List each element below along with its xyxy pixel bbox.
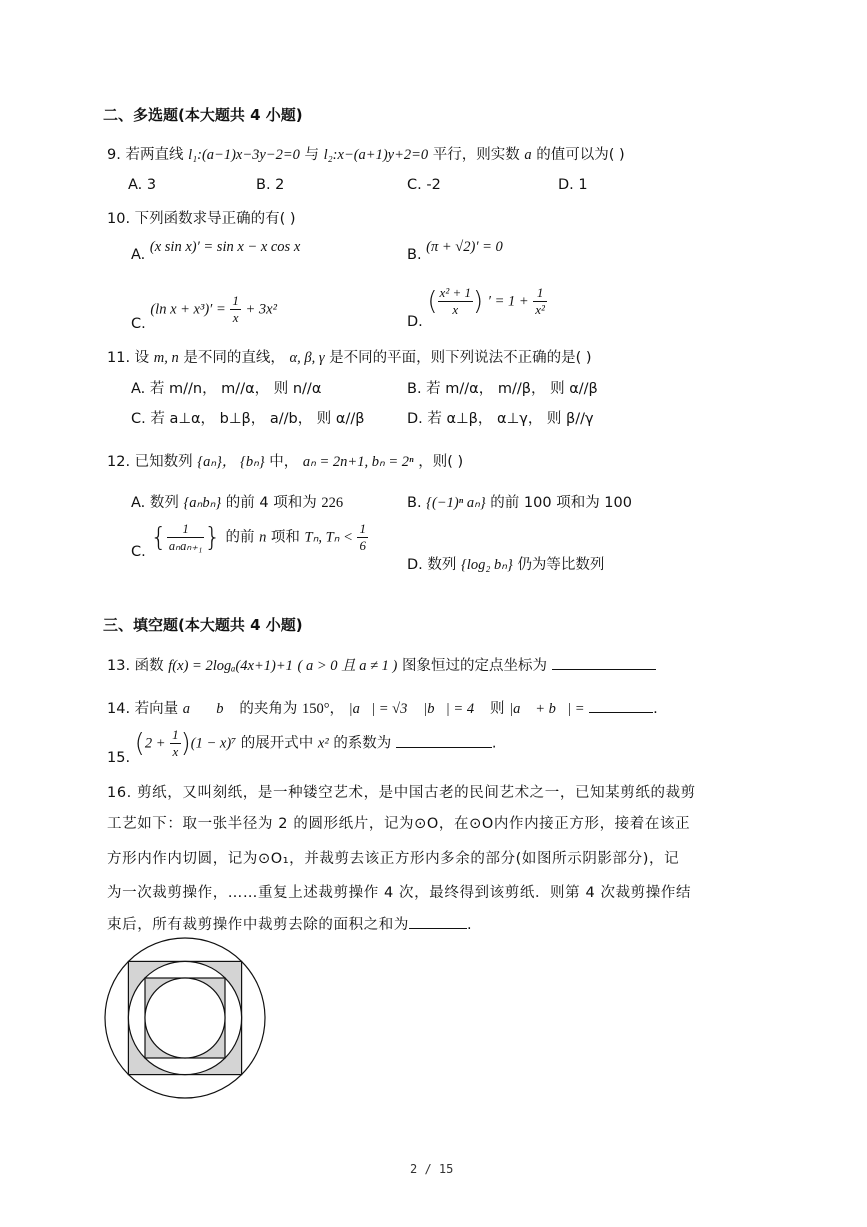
q14-end: . [653,701,658,717]
q10-option-a [131,239,301,264]
q12-number: 12. 已知数列 [107,454,193,470]
q10-d-label: D. [407,313,423,330]
q16-answer-blank[interactable] [409,914,467,929]
q12-c-bound-den: 6 [359,538,366,553]
q12-a-value: 226 [321,495,344,511]
question-15 [107,727,497,766]
q14-angle: 150°， [301,701,345,717]
question-13 [107,654,656,675]
q12-b-pre: B. [407,495,422,511]
q16-end: . [467,917,473,933]
q13-condition: ( a > 0 且 a ≠ 1 ) [297,658,398,674]
q10-c-den: x [232,310,239,325]
q15-expr-a: 2 + [144,735,166,752]
q12-c-pre: C. [131,543,146,560]
q12-text: 中， [269,454,299,470]
q10-d-paren-right: ) [473,286,484,317]
q10-d-den2: x² [535,302,545,317]
q15-num: 1 [172,727,179,742]
q12-c-fraction [167,522,204,554]
q12-c-den: aₙaₙ₊₁ [168,538,203,553]
q10-option-b [407,239,503,264]
section-2-title: 二、多选题(本大题共 4 小题) [103,106,303,124]
q14-then: 则 [489,701,505,717]
q9-var: a [524,147,532,163]
q10-d-den: x [452,302,459,317]
q9-line1: l₁:(a−1)x−3y−2=0 [188,147,300,163]
inner-circle-2 [145,978,225,1058]
q9-line2: l₂:x−(a+1)y+2=0 [323,147,429,163]
q13-text: 图象恒过的定点坐标为 [402,658,547,674]
question-12 [107,450,463,471]
q10-d-fraction-2 [533,285,547,318]
q16-line-4: 为一次裁剪操作，……重复上述裁剪操作 4 次，最终得到该剪纸．则第 4 次裁剪操作结 [107,885,692,901]
q9-text-2: 的值可以为( ) [536,147,625,163]
q12-a-post: 的前 4 项和为 [225,495,317,511]
q12-d-pre: D. 数列 [407,557,457,573]
q15-text-2: 的系数为 [333,735,392,752]
q10-d-mid: ′ = 1 + [487,293,529,310]
q15-term: x² [317,735,329,752]
q11-number: 11. 设 [107,350,150,366]
q12-d-seq: {log₂ bₙ} [461,557,513,573]
q11-text-2: 是不同的平面，则下列说法不正确的是( ) [329,350,592,366]
q15-end: . [491,735,497,752]
q14-vectors: a⃗， b⃗ [182,701,235,717]
q10-b-label: B. [407,247,422,263]
q14-text: 的夹角为 [239,701,298,717]
q11-option-b: B. 若 m//α， m//β， 则 α//β [407,381,598,397]
q12-option-c [131,521,368,560]
q10-d-num2: 1 [533,285,547,302]
q13-number: 13. 函数 [107,658,164,674]
q10-d-fraction [438,285,473,318]
q11-option-a: A. 若 m//n， m//α， 则 n//α [131,381,322,397]
q12-text-2: ，则( ) [418,454,464,470]
q14-ask: |a⃗ + b⃗| = [509,701,585,717]
q12-c-mid-2: 项和 [270,529,300,546]
q12-option-a [131,491,343,512]
q12-definitions: aₙ = 2n+1, bₙ = 2ⁿ [302,454,414,470]
q9-option-b: B. 2 [256,177,285,193]
q15-answer-blank[interactable] [396,733,492,748]
q14-magnitude-b: |b⃗| = 4， [423,701,486,717]
q15-fraction [170,727,181,760]
q9-text: 平行，则实数 [432,147,520,163]
q15-text: 的展开式中 [240,735,314,752]
question-10: 10. 下列函数求导正确的有( ) [107,211,296,227]
page-number: 2 / 15 [410,1162,454,1176]
q16-line-3: 方形内作内切圆，记为⊙O₁，并裁剪去该正方形内多余的部分(如图所示阴影部分)，记 [107,851,680,867]
q12-c-bound-num: 1 [359,521,366,536]
q12-c-num: 1 [167,522,204,538]
q10-a-expr: (x sin x)′ = sin x − x cos x [149,239,301,255]
q15-paren-right: ) [180,728,191,759]
q12-a-seq: {aₙbₙ} [183,495,222,511]
q12-c-brace-right: } [204,522,221,553]
q9-number: 9. 若两直线 [107,147,184,163]
q16-line-5 [107,913,472,934]
q10-d-num: x² + 1 [439,285,471,300]
q10-c-rest: + 3x² [245,301,277,318]
q12-option-b [407,491,632,512]
q14-magnitude-a: |a⃗| = √3， [348,701,419,717]
q11-option-d: D. 若 α⊥β， α⊥γ， 则 β//γ [407,411,594,427]
q10-b-expr: (π + √2)′ = 0 [426,239,503,255]
q12-c-brace-left: { [150,522,167,553]
q10-option-c [131,293,277,332]
q11-planes: α, β, γ [289,350,325,366]
q12-b-post: 的前 100 项和为 100 [490,495,632,511]
q10-c-fraction [230,293,241,326]
q12-c-bound [357,521,368,554]
q10-option-d [407,285,547,330]
question-14 [107,697,658,718]
section-3-title: 三、填空题(本大题共 4 小题) [103,616,303,634]
q16-line-5-text: 束后，所有裁剪操作中裁剪去除的面积之和为 [107,917,409,933]
q13-function: f(x) = 2logₐ(4x+1)+1 [168,658,293,674]
q10-c-num: 1 [232,293,239,308]
q15-paren-left: ( [134,728,145,759]
q12-c-mid: 的前 [225,529,255,546]
q16-line-1: 16. 剪纸，又叫刻纸，是一种镂空艺术，是中国古老的民间艺术之一，已知某剪纸的裁剪 [107,785,696,801]
q10-d-paren-left: ( [427,286,438,317]
question-11 [107,346,592,367]
q11-lines: m, n [153,350,179,366]
q9-connector: 与 [304,147,319,163]
q14-pre: 14. 若向量 [107,701,179,717]
q10-c-label: C. [131,315,146,332]
q12-c-condition: Tₙ, Tₙ < [304,529,353,546]
q15-number: 15. [107,749,131,766]
q9-option-d: D. 1 [558,177,588,193]
q15-den: x [172,744,179,759]
question-9 [107,143,625,164]
q9-option-a: A. 3 [128,177,157,193]
paper-cut-figure [102,935,268,1101]
q14-answer-blank[interactable] [589,698,653,713]
q12-option-d [407,553,604,574]
q10-a-label: A. [131,247,146,263]
q16-line-2: 工艺如下：取一张半径为 2 的圆形纸片，记为⊙O，在⊙O内作内接正方形，接着在该正 [107,816,691,832]
q12-b-seq: {(−1)ⁿ aₙ} [426,495,486,511]
q11-option-c: C. 若 a⊥α， b⊥β， a//b， 则 α//β [131,411,365,427]
q15-expr-b: (1 − x)⁷ [190,735,237,752]
q12-sequences: {aₙ}， {bₙ} [197,454,265,470]
q9-option-c: C. -2 [407,177,441,193]
q12-a-pre: A. 数列 [131,495,179,511]
q11-text: 是不同的直线， [183,350,285,366]
q10-c-lhs: (ln x + x³)′ = [150,301,226,318]
q12-c-n: n [259,529,267,546]
q13-answer-blank[interactable] [552,655,656,670]
q12-d-post: 仍为等比数列 [517,557,605,573]
